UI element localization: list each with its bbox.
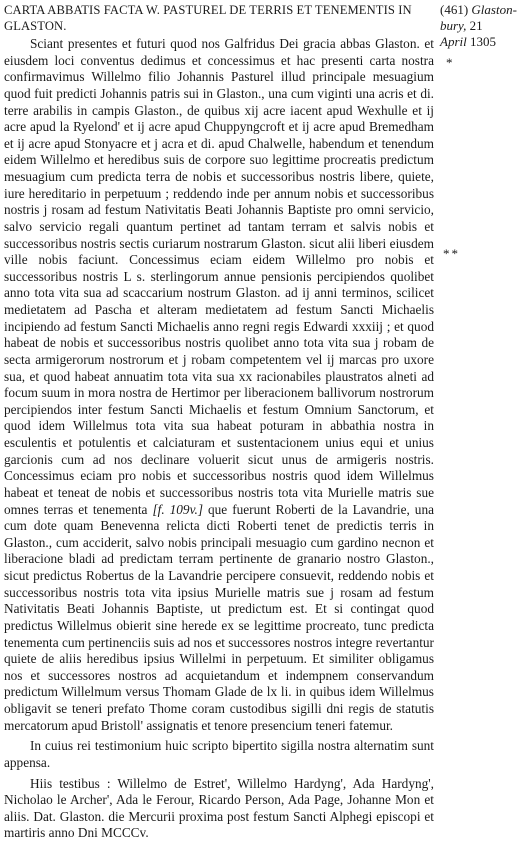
grant-text: Sciant presentes et futuri quod nos Galfridus Dei gracia abbas Glaston. et eiusdem loci conventus dedimus et concessimus et hac presenti carta nostra confirmavimus Willelmo filio Johannis Pasturel illud principale mesuagium quod fuit predicti Johannis patris sui in Glaston., una cum viginti una acris et di. terre arabilis in campis Glaston., de quibus xij acre iacent apud Wexhulle et ij acre apud la Ryelond' et ij acre apud Chuppyngcroft et ij acre apud Bremedham et ij acre apud Stonyacre et j acra et di. apud Chalwelle, habendum et tenendum eidem Willelmo et heredibus suis de corpore suo legittime procreatis predictum mesuagium cum predicta terra de nobis et successoribus nostris libere, quiete, iure hereditario in perpetuum ; reddendo inde per annum nobis et successoribus nostris j rosam ad festum Nativitatis Beati Johannis Baptiste pro omni servicio, salvo servicio regali quantum pertinet ad tantam terram et salvis nobis et successoribus nostris sectis curiarum nostrarum Glaston. sicut alii liberi eiusdem ville nobis faciunt. [4, 36, 434, 268]
margin-month: April [440, 34, 467, 49]
margin-year: 1305 [469, 34, 496, 49]
margin-day: 21 [469, 18, 483, 33]
charter-heading: CARTA ABBATIS FACTA W. PASTUREL DE TERRIS ET TENEMENTIS IN GLASTON. [4, 3, 412, 33]
margin-note [440, 2, 528, 50]
footnote-mark-double: ** [443, 246, 460, 261]
charter-body [4, 36, 434, 842]
charter-paragraph-grant [4, 36, 434, 734]
reversion-text: Et si contingat quod predictus Willelmus obierit sine herede ex se legittime procreato, tunc predicta tenementa cum pertinenciis suis ad nos et successores nostros integre revertantur quiete de aliis heredibus ipsius Willelmi in perpetuum. [4, 601, 434, 667]
tenement-text-a: Concessimus eciam pro nobis et successoribus nostris quod idem Willelmus habeat et teneat de nobis et successoribus nostris tota vita Murielle matris sue omnes terras et tenementa [4, 468, 434, 517]
margin-place-b: bury, [440, 18, 467, 33]
charter-number: (461) [440, 2, 469, 17]
footnote-mark-single: * [446, 55, 453, 70]
margin-line-3 [440, 34, 528, 50]
pension-text: Concessimus eciam eidem Willelmo pro nobis et successoribus nostris L s. sterlingorum annue pensionis percipiendos quolibet anno tota vita sua ad scaccarium nostrum Glaston. ad ij anni terminos, scilicet medietatem ad Pascha et alteram medietatem ad festum Sancti Michaelis incipiendo ad festum Sancti Michaelis anno regni regis Edwardi xxxiij ; et quod habeat de nobis et successoribus nostris quolibet anno tota vita sua j robam de secta armigerorum nostrorum et j robam competentem vel ij marcas pro uxore sua, et quod habeat annuatim tota vita sua xx racionabiles plaustratos alneti ad focum suum in mora nostra de Hertimor per liberacionem ballivorum nostrorum percipiendos inter festum Sancti Michaelis et festum Omnium Sanctorum, et quod idem Willelmus tota vita sua habeat poturam in abbathia nostra in esculentis et potulentis et calciaturam et sustentacionem unius equi et unius garcionis cum ad nos declinare voluerit sicut unus de armigeris nostris. [4, 252, 434, 467]
folio-reference: [f. 109v.] [152, 501, 203, 517]
tenement-text-b: que fuerunt Roberti de la Lavandrie, una cum dote quam Benevenna relicta dicti Roberti tenet de predictis terris in Glaston., cum acciderit, salvo nobis principali mesuagio cum gardino necnon et liberacione bladi ad predictam terram pertinente de granario nostro Glaston., sicut predictus Robertus de la Lavandrie percipere consuevit, reddendo nobis et successoribus nostris tota vita ipsius Murielle matris sue j rosam ad festum Nativitatis Beati Johannis Baptiste, ut predictum est. [4, 501, 434, 617]
charter-paragraph-sealing: In cuius rei testimonium huic scripto bipertito sigilla nostra alternatim sunt appensa. [4, 738, 434, 770]
margin-place-a: Glaston- [471, 2, 517, 17]
margin-line-1 [440, 2, 528, 18]
charter-paragraph-witnesses: Hiis testibus : Willelmo de Estret', Willelmo Hardyng', Ada Hardyng', Nicholao le Archer', Ada le Ferour, Ricardo Person, Ada Page, Johanne Mon et aliis. Dat. Glaston. die Mercurii proxima post festum Sancti Alphegi episcopi et martiris anno Dni MCCCv. [4, 775, 434, 841]
obligation-text: Et similiter obligamus nos et successores nostros ad acquietandum et indempnem conservandum predictum Willelmum versus Thomam Glade de lx li. in quibus idem Willelmus obligavit se teneri prefato Thome coram custodibus sigilli dni regis de statutis mercatorum apud Bristoll' assignatis et tenore presencium teneri fatemur. [4, 651, 434, 733]
margin-line-2 [440, 18, 528, 34]
